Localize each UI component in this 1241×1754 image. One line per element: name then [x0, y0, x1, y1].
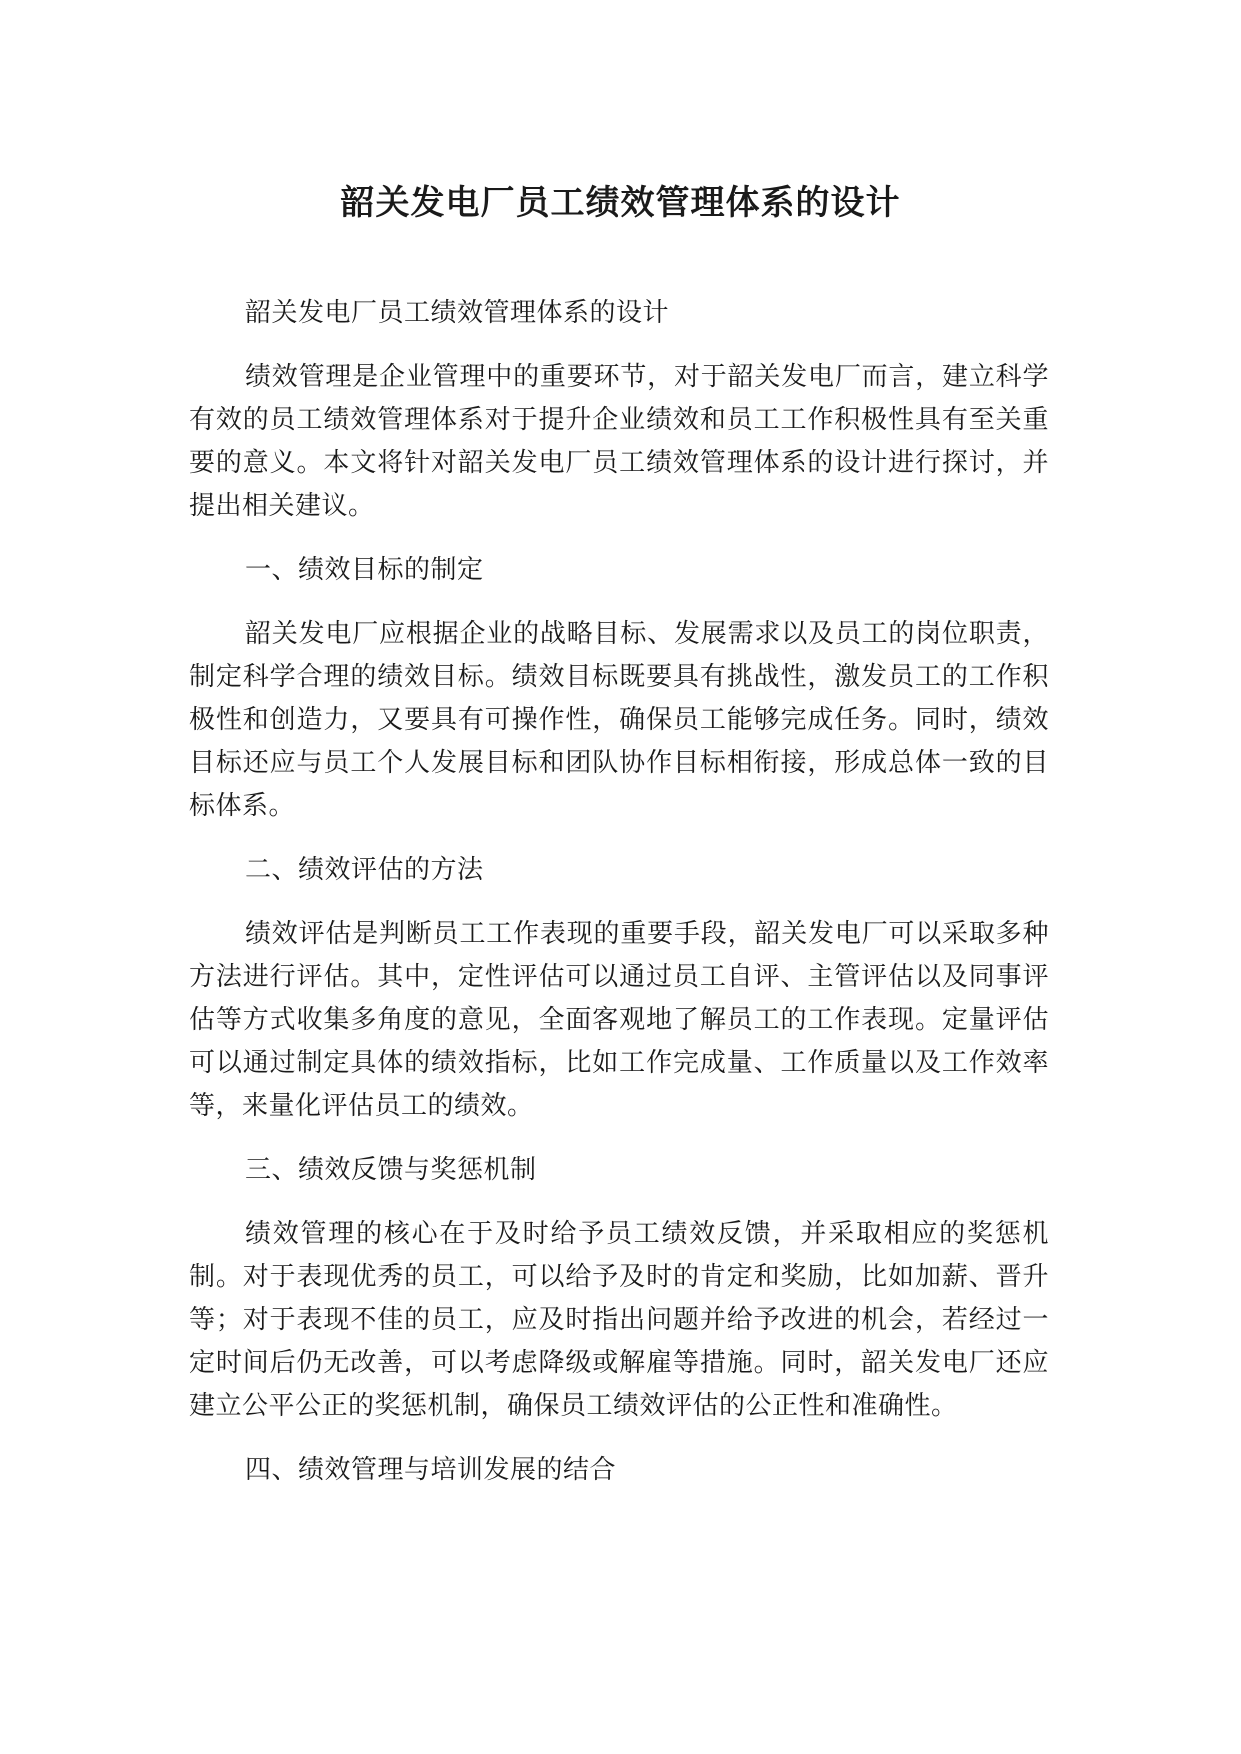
- document-title: 韶关发电厂员工绩效管理体系的设计: [340, 183, 901, 223]
- section-heading-4: 四、绩效管理与培训发展的结合: [245, 1455, 617, 1485]
- document-body: [189, 292, 1049, 1492]
- section-heading-1: 一、绩效目标的制定: [245, 555, 484, 585]
- document-subtitle: 韶关发电厂员工绩效管理体系的设计: [245, 298, 670, 328]
- section-heading-2: 二、绩效评估的方法: [245, 855, 484, 885]
- section-heading-3: 三、绩效反馈与奖惩机制: [245, 1155, 537, 1185]
- section-paragraph-2: 绩效评估是判断员工工作表现的重要手段，韶关发电厂可以采取多种方法进行评估。其中，定性评估可以通过员工自评、主管评估以及同事评估等方式收集多角度的意见，全面客观地了解员工的工作表现。定量评估可以通过制定具体的绩效指标，比如工作完成量、工作质量以及工作效率等，来量化评估员工的绩效。: [189, 919, 1049, 1121]
- section-paragraph-1: 韶关发电厂应根据企业的战略目标、发展需求以及员工的岗位职责，制定科学合理的绩效目标。绩效目标既要具有挑战性，激发员工的工作积极性和创造力，又要具有可操作性，确保员工能够完成任务。同时，绩效目标还应与员工个人发展目标和团队协作目标相衔接，形成总体一致的目标体系。: [189, 619, 1049, 821]
- intro-paragraph: 绩效管理是企业管理中的重要环节，对于韶关发电厂而言，建立科学有效的员工绩效管理体系对于提升企业绩效和员工工作积极性具有至关重要的意义。本文将针对韶关发电厂员工绩效管理体系的设计进行探讨，并提出相关建议。: [189, 362, 1049, 521]
- section-paragraph-3: 绩效管理的核心在于及时给予员工绩效反馈，并采取相应的奖惩机制。对于表现优秀的员工，可以给予及时的肯定和奖励，比如加薪、晋升等；对于表现不佳的员工，应及时指出问题并给予改进的机会，若经过一定时间后仍无改善，可以考虑降级或解雇等措施。同时，韶关发电厂还应建立公平公正的奖惩机制，确保员工绩效评估的公正性和准确性。: [189, 1219, 1049, 1421]
